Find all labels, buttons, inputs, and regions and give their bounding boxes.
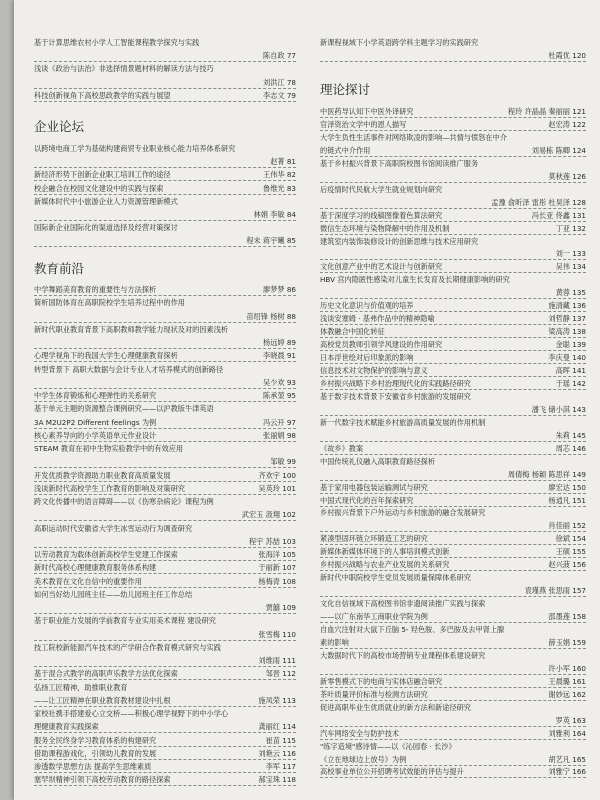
entry-author-page: 冯云开 97 (263, 417, 296, 427)
entry-author-page: 廖宏达 150 (548, 482, 586, 492)
entry-author-page: 龚丽红 114 (258, 722, 296, 732)
entry-author-page: 刘艳云 116 (258, 748, 296, 758)
entry-title: 新时代中职院校学生党员发展质量保障体系研究 (320, 573, 471, 583)
entry-author-page: 于瑶 142 (555, 378, 586, 388)
entry-divider (34, 547, 296, 548)
entry-divider (34, 441, 296, 442)
entry-author-page: 齐欢宇 100 (258, 470, 296, 480)
entry-author-page: 邹晋 112 (265, 669, 296, 679)
entry-title: 基于计算思维农村小学人工智能课程教学探究与实践 (34, 38, 200, 47)
entry-title: 科技创新视角下高校思政教学的实践与展望 (34, 90, 171, 100)
entry-author-page: 赵兴菠 156 (548, 560, 586, 570)
entry-author-page: 赵宏涛 122 (548, 119, 586, 129)
entry-divider (34, 587, 296, 588)
entry-divider (320, 596, 586, 597)
entry-title: 乡村振兴战略与农业产业发展的关系研究 (320, 560, 450, 570)
entry-title: 浅谈新时代高校学生工作教育的影响及对策研究 (34, 483, 185, 493)
entry-divider (34, 494, 296, 495)
entry-title: 茶叶质量评价标准与检测方法研究 (320, 689, 428, 699)
entry-divider (320, 622, 586, 623)
entry-title: 跨文化传播中的语言障碍——以《伤寒杂病论》课程为例 (34, 497, 214, 506)
entry-title: 塞罕坝精神引领下高校劳动教育的路径探索 (34, 775, 171, 785)
entry-divider (320, 376, 586, 377)
entry-title: 基于家用电器包装运输测试与研究 (320, 482, 428, 492)
entry-divider (320, 156, 586, 157)
entry-author-page: 于丽新 107 (258, 563, 296, 573)
entry-title: 中国式现代化的百年探索研究 (320, 495, 414, 505)
entry-title: ——让工匠精神在职业教育教材建设中扎根 (34, 695, 171, 705)
entry-title: 心理学视角下的我国大学生心理健康教育探析 (34, 351, 178, 361)
entry-divider (34, 180, 296, 181)
entry-divider (320, 441, 586, 442)
entry-title: 乡村振兴战略下乡村治理现代化的实践路径研究 (320, 378, 471, 388)
entry-author-page: 刘易栋 陈卿 124 (531, 145, 586, 155)
entry-title: 家校社携手搭建爱心立交桥——积极心理学视野下的中小学心 (34, 709, 229, 718)
entry-divider (34, 746, 296, 747)
entry-title: 高校党员教师引领学风建设的作用研究 (320, 340, 443, 350)
entry-title: 乡村振兴背景下户外运动与乡村旅游的融合发展研究 (320, 508, 486, 518)
entry-divider (320, 480, 586, 481)
section-heading: 理论探讨 (320, 82, 371, 97)
entry-divider (34, 167, 296, 168)
entry-title: 历史文化意识与价值观的培养 (320, 301, 414, 311)
entry-title: 中学舞蹈美育教育的重要性与方法探析 (34, 285, 157, 294)
entry-author-page: 程玲 许晶晶 秦丽丽 121 (507, 107, 586, 116)
entry-title: 技工院校新能源汽车技术的产学研合作教育模式研究与实践 (34, 642, 221, 652)
entry-author-page: 刘雅宁 166 (548, 767, 586, 777)
entry-author-page: 苗绍锋 杨树 88 (246, 311, 296, 321)
entry-author-page: 邹敏 99 (270, 457, 296, 467)
entry-divider (34, 759, 296, 760)
entry-divider (34, 613, 296, 614)
entry-title: 汽车网络安全与防护技术 (320, 728, 400, 738)
entry-author-page: 张海洋 105 (258, 550, 296, 559)
entry-divider (320, 674, 586, 675)
entry-author-page: 刘维雨 111 (258, 656, 296, 665)
entry-divider (320, 298, 586, 299)
entry-author-page: 陈承堃 95 (263, 391, 296, 400)
entry-title: 校企融合在校园文化建设中的实践与探索 (34, 183, 164, 193)
entry-divider (320, 221, 586, 222)
entry-author-page: 许小军 160 (548, 663, 586, 673)
entry-title: 促进高职毕业生优质就业的新方法和新途径研究 (320, 702, 471, 712)
entry-author-page: 林娟 李敏 84 (253, 210, 296, 219)
entry-divider (34, 101, 296, 102)
entry-divider (320, 337, 586, 338)
entry-title: 基于职业能力发展的学前教育专业实用美术课程 建设研究 (34, 616, 216, 626)
entry-divider (34, 388, 296, 389)
entry-divider (34, 640, 296, 641)
entry-author-page: 肖佳丽 152 (548, 521, 586, 531)
entry-author-page: 崔苗 115 (265, 735, 296, 745)
entry-author-page: 杜霞优 120 (548, 51, 586, 61)
entry-author-page: 金聪 139 (555, 340, 586, 350)
entry-divider (320, 389, 586, 390)
entry-title: 中国传统礼仪融入高职教育路径探析 (320, 456, 436, 466)
entry-title: 新课程视域下小学英语跨学科主题学习的实践研究 (320, 38, 479, 47)
entry-title: 基于单元主题的资源整合课例研究——以沪教版牛津英语 (34, 404, 214, 414)
entry-divider (320, 544, 586, 545)
entry-divider (320, 324, 586, 325)
entry-divider (320, 208, 586, 209)
entry-author-page: 刘一 133 (555, 249, 586, 259)
entry-author-page: 孟豫 俞昕泽 雷彤 杜昊泽 128 (491, 197, 586, 207)
entry-author-page: 胡艺凡 165 (548, 754, 586, 764)
entry-divider (320, 777, 586, 778)
entry-author-page: 李军 117 (265, 762, 296, 771)
entry-divider (320, 234, 586, 235)
entry-divider (34, 61, 296, 62)
entry-author-page: 吴伟 134 (555, 262, 586, 272)
entry-title: 基于混合式教学的高职声乐教学方法优化探索 (34, 669, 178, 679)
entry-title: 《立在地球边上放号》为例 (320, 754, 407, 764)
entry-title: 中医药导认知下中医外译研究 (320, 107, 414, 116)
entry-title: 以跨境电商工学为基础构建商贸专业职业核心能力培养体系研究 (34, 144, 236, 153)
entry-title: 官泽资治文学中的恩人描写 (320, 119, 407, 129)
entry-title: 新一代数字技术赋能乡村旅游高质量发展的作用机制 (320, 417, 486, 427)
entry-title: 大数据时代下的高校市场营销专业课程体系建设研究 (320, 650, 486, 660)
entry-divider (34, 246, 296, 247)
entry-author-page: 王晨璐 161 (548, 676, 586, 686)
entry-divider (320, 311, 586, 312)
entry-author-page: 邵墨莲 158 (548, 612, 586, 622)
entry-title: 体教融合中国化转征 (320, 327, 385, 337)
entry-author-page: 冯长亚 佟鑫 131 (531, 210, 586, 220)
entry-title: 紧凑型固环链立环锻造工艺的研究 (320, 534, 428, 544)
entry-divider (320, 493, 586, 494)
section-heading: 企业论坛 (34, 119, 85, 134)
entry-divider (320, 531, 586, 532)
entry-divider (34, 481, 296, 482)
entry-divider (320, 363, 586, 364)
entry-author-page: 杨远婷 89 (263, 338, 296, 347)
entry-title: 新媒体新媒体环境下的人事培训模式创新 (320, 547, 450, 557)
entry-title: 文化自信视域下高校图书馆非遗阅读推广实践与探索 (320, 599, 486, 609)
entry-title: 信息技术对文物保护的影响与意义 (320, 366, 428, 375)
entry-divider (320, 765, 586, 766)
entry-title: 基于数字技术背景下安徽省乡村旅游的发展研究 (320, 391, 471, 401)
entry-author-page: 丁亚 132 (555, 223, 586, 233)
entry-title: 新时代职业教育背景下高职教师教学能力现状及对的因素浅析 (34, 324, 229, 334)
entry-divider (320, 557, 586, 558)
entry-author-page: 陈自政 77 (263, 51, 296, 61)
entry-title: 美术教育在文化自信中的重要作用 (34, 576, 142, 586)
entry-title: 浅谈安塞姆 · 基弗作品中的精神隐喻 (320, 314, 435, 324)
entry-title: 日本浮世绘对后印象派的影响 (320, 353, 414, 363)
entry-divider (320, 61, 586, 62)
entry-title: 渗透数学思想方法 提高学生思维素质 (34, 762, 152, 771)
entry-author-page: 郝宝珠 118 (258, 775, 296, 785)
entry-divider (34, 520, 296, 521)
entry-divider (34, 706, 296, 707)
entry-author-page: 周芯 146 (555, 443, 586, 453)
entry-title: 大学生负性生活事件对网络欺凌的影响—共情与愤怒在中介 (320, 132, 507, 142)
entry-divider (34, 573, 296, 574)
entry-title: 借助课程游戏化，引领幼儿教育的发展 (34, 748, 157, 758)
entry-title: 简析国防体育在高职院校学生培养过程中的作用 (34, 298, 185, 308)
entry-divider (34, 467, 296, 468)
entry-author-page: 袁瑾燕 张思雨 157 (524, 586, 586, 596)
entry-author-page: 杨梅青 108 (258, 576, 296, 586)
entry-divider (34, 348, 296, 349)
entry-author-page: 武宏玉 汲翔 102 (241, 510, 296, 520)
entry-title: 理健康教育实践探索 (34, 722, 99, 732)
entry-title: 建筑室内装饰装修设计的创新思维与技术应用研究 (320, 236, 479, 246)
entry-author-page: 李志文 79 (263, 90, 296, 100)
entry-title: 素的影响 (320, 637, 349, 647)
entry-divider (34, 428, 296, 429)
entry-divider (34, 679, 296, 680)
entry-author-page: 贾囍 109 (265, 603, 296, 612)
entry-author-page: 罗英 163 (555, 715, 586, 725)
entry-divider (320, 415, 586, 416)
entry-divider (34, 560, 296, 561)
entry-divider (320, 648, 586, 649)
entry-author-page: 张丽娟 98 (263, 430, 296, 440)
entry-title: 开发优质教学资源助力职业教育高质量发展 (34, 470, 171, 480)
entry-title: 服务全民终身学习教育体系的构建研究 (34, 735, 157, 745)
entry-divider (320, 687, 586, 688)
entry-author-page: 杨逍凡 151 (548, 495, 586, 505)
entry-author-page: 谢妙远 162 (548, 689, 586, 699)
entry-author-page: 高晖 141 (555, 366, 586, 375)
entry-author-page: 张雪梅 110 (258, 629, 296, 639)
entry-divider (320, 570, 586, 571)
entry-title: 如何当好幼儿园班主任——幼儿园班主任工作总结 (34, 589, 193, 599)
entry-author-page: 刘洪江 78 (263, 77, 296, 87)
entry-title: STEAM 教育在初中生物实验教学中的有效应用 (34, 444, 184, 453)
entry-divider (34, 220, 296, 221)
entry-author-page: 吴英玲 101 (258, 483, 296, 493)
entry-author-page: 黄蓉 135 (555, 288, 586, 298)
entry-divider (34, 88, 296, 89)
entry-divider (34, 785, 296, 786)
entry-divider (34, 732, 296, 733)
entry-divider (320, 739, 586, 740)
entry-divider (34, 666, 296, 667)
entry-author-page: 薛玉娟 159 (548, 637, 586, 647)
entry-author-page: 梁高涛 138 (548, 327, 586, 337)
entry-author-page: 周倩梅 杨颖 陈思祥 149 (507, 469, 586, 479)
entry-divider (320, 130, 586, 131)
entry-author-page: 赵菁 81 (270, 157, 296, 167)
entry-title: 的链式中介作用 (320, 145, 371, 155)
entry-divider (320, 350, 586, 351)
entry-title: 新经济形势下创新企业职工培训工作的途径 (34, 170, 171, 180)
entry-title: 浅谈《政治与法治》非选择情景题材料的解读方法与技巧 (34, 64, 214, 74)
entry-title: 微信生态环境与染物降解中的作用及机制 (320, 223, 450, 233)
entry-author-page: 廖梦梦 86 (263, 285, 296, 294)
entry-title: 以劳动教育为载体创新高校学生党建工作探索 (34, 550, 178, 559)
entry-title: "练字造境"感诗情——以《沁园春 · 长沙》 (320, 741, 456, 751)
entry-title: 中学生体育锻炼和心理弹性的关系研究 (34, 391, 157, 400)
entry-author-page: 李晓晨 91 (263, 351, 296, 361)
entry-author-page: 王伟华 82 (263, 170, 296, 180)
entry-title: 新媒体时代中小旅游企业人力资源管理新模式 (34, 196, 178, 206)
entry-title: 自血穴注射对大鼠下丘脑 5- 羟色胺、多巴胺及去甲肾上腺 (320, 625, 505, 634)
entry-divider (34, 772, 296, 773)
entry-author-page: 徐斌 154 (555, 534, 586, 544)
entry-title: ——以广东南华工商职业学院为例 (320, 612, 428, 622)
entry-divider (320, 272, 586, 273)
entry-title: 高职运动时代安徽省大学生冰雪运动行为调查研究 (34, 523, 193, 533)
entry-author-page: 施凤荣 113 (258, 695, 296, 705)
entry-author-page: 程未 蒋宇曦 85 (246, 236, 296, 246)
entry-title: 3A M2U2P2 Different feelings 为例 (34, 417, 157, 427)
entry-divider (320, 726, 586, 727)
entry-author-page: 莫秋莲 126 (548, 171, 586, 181)
entry-title: 核心素养导向的小学英语单元作业设计 (34, 430, 157, 440)
entry-author-page: 施清藏 136 (548, 301, 586, 311)
entry-author-page: 潘飞 储小淇 143 (531, 404, 586, 414)
section-heading: 教育前沿 (34, 261, 85, 276)
entry-divider (34, 322, 296, 323)
entry-title: 后疫情时代民航大学生就业规划向研究 (320, 184, 443, 194)
entry-title: 国际新企业国际化的渠道选择及经营对策探讨 (34, 223, 178, 233)
entry-divider (320, 506, 586, 507)
entry-title: 新时代高校心理健康教育服务体系构建 (34, 563, 157, 573)
entry-title: 弘扬工匠精神，助推职业教育 (34, 682, 128, 692)
entry-title: 《故乡》教案 (320, 443, 364, 453)
entry-author-page: 李庆曼 140 (548, 353, 586, 363)
entry-title: 基于乡村振兴背景下高职院校图书馆阅读推广服务 (320, 158, 479, 168)
entry-author-page: 鲁维光 83 (263, 183, 296, 193)
table-of-contents-page (14, 0, 600, 800)
entry-divider (34, 361, 296, 362)
entry-divider (320, 182, 586, 183)
entry-author-page: 程宇 苏喆 103 (248, 536, 296, 546)
entry-divider (34, 401, 296, 402)
entry-divider (320, 117, 586, 118)
entry-title: 转型背景下 高职大数据与会计专业人才培养模式的创新路径 (34, 364, 224, 374)
entry-title: 文化创意产业中的艺术设计与创新研究 (320, 262, 443, 272)
entry-author-page: 刘哲静 137 (548, 314, 586, 324)
entry-title: 新零售模式下的电商与实体店融合研究 (320, 676, 443, 686)
entry-author-page: 朱莉 145 (555, 430, 586, 440)
entry-title: 高校事业单位公开招聘考试效能的评估与提升 (320, 767, 464, 777)
entry-divider (320, 454, 586, 455)
entry-divider (34, 194, 296, 195)
entry-author-page: 吴少欢 93 (263, 377, 296, 387)
entry-divider (320, 259, 586, 260)
entry-author-page: 王硕 155 (555, 547, 586, 557)
entry-divider (320, 700, 586, 701)
entry-title: HBV 宫内隐匿性感染对儿童生长发育及长期健康影响的研究 (320, 275, 510, 285)
entry-title: 基于深度学习的线稿图像着色算法研究 (320, 210, 443, 220)
entry-divider (34, 295, 296, 296)
entry-author-page: 刘雅利 164 (548, 728, 586, 738)
